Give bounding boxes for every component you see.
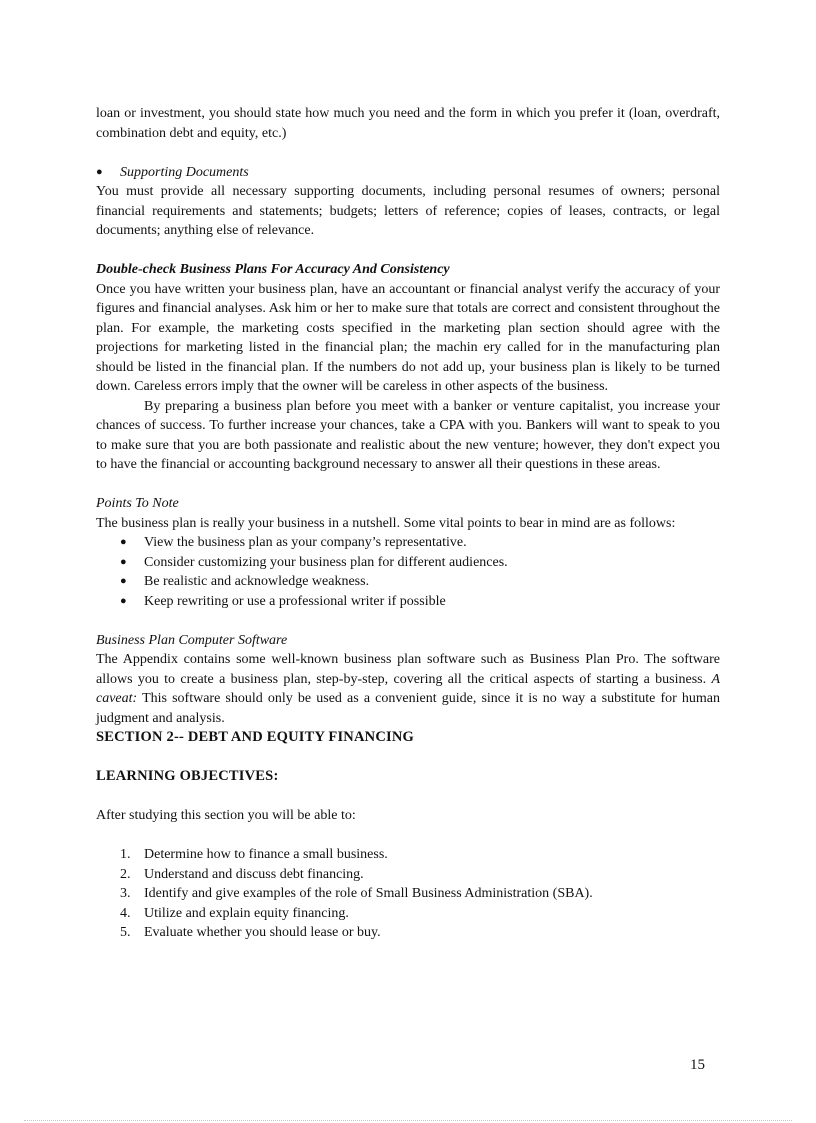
item-text: Utilize and explain equity financing. bbox=[144, 905, 349, 921]
spacer bbox=[96, 611, 720, 631]
page-number: 15 bbox=[690, 1057, 705, 1073]
software-paragraph bbox=[96, 650, 720, 728]
list-item bbox=[120, 865, 720, 885]
item-number: 4. bbox=[120, 905, 131, 921]
double-check-paragraph-1: Once you have written your business plan, have an accountant or financial analyst verify the accuracy of your figures and financial analyses. Ask him or her to make sure that totals are correct and consistent throughout the plan. For example, the marketing costs specified in the marketing plan section should agree with the projections for marketing listed in the financial plan; the machin ery called for in the manufacturing plan should be listed in the financial plan. If the numbers do not add up, your business plan is likely to be turned down. Careless errors imply that the owner will be careless in other aspects of the business. bbox=[96, 281, 720, 394]
software-heading: Business Plan Computer Software bbox=[96, 632, 288, 648]
list-item bbox=[120, 845, 720, 865]
item-number: 3. bbox=[120, 886, 131, 901]
spacer bbox=[96, 787, 720, 807]
list-item bbox=[120, 904, 720, 924]
double-check-paragraph-2: By preparing a business plan before you meet with a banker or venture capitalist, you increase your chances of success. To further increase your chances, take a CPA with you. Bankers will want to speak to you to make sure that you are both passionate and realistic about the new venture; however, they don't expect you to have the financial or accounting background necessary to answer all their questions in these areas. bbox=[96, 398, 720, 472]
item-text: Identify and give examples of the role of Small Business Administration (SBA). bbox=[144, 886, 593, 901]
document-page bbox=[96, 104, 720, 943]
spacer bbox=[96, 748, 720, 768]
points-list bbox=[96, 533, 720, 611]
page-bottom-divider bbox=[24, 1120, 792, 1121]
objectives-list bbox=[96, 845, 720, 943]
item-text: Determine how to finance a small business. bbox=[144, 847, 388, 862]
item-number: 1. bbox=[120, 847, 131, 862]
software-text-before: The Appendix contains some well-known business plan software such as Business Plan Pro. The software allows you to create a business plan, step-by-step, covering all the critical aspects of starting a business. bbox=[96, 652, 720, 687]
points-to-note-heading: Points To Note bbox=[96, 496, 179, 511]
spacer bbox=[96, 475, 720, 495]
list-item bbox=[120, 923, 720, 943]
list-item: ● Keep rewriting or use a professional writer if possible bbox=[120, 592, 720, 612]
spacer bbox=[96, 241, 720, 261]
spacer bbox=[96, 143, 720, 163]
points-to-note-paragraph: The business plan is really your business in a nutshell. Some vital points to bear in mind are as follows: bbox=[96, 515, 676, 531]
list-item bbox=[120, 884, 720, 904]
intro-paragraph: loan or investment, you should state how much you need and the form in which you prefer it (loan, overdraft, combination debt and equity, etc.) bbox=[96, 106, 720, 141]
item-number: 5. bbox=[120, 925, 131, 940]
supporting-documents-heading: ● Supporting Documents bbox=[96, 163, 720, 183]
section-title: SECTION 2-- DEBT AND EQUITY FINANCING bbox=[96, 729, 414, 745]
software-text-after: This software should only be used as a convenient guide, since it is no way a substitute for human judgment and analysis. bbox=[96, 691, 720, 726]
item-text: Understand and discuss debt financing. bbox=[144, 866, 364, 882]
learning-objectives-title: LEARNING OBJECTIVES: bbox=[96, 768, 279, 784]
list-item: ● View the business plan as your company’s representative. bbox=[120, 533, 720, 553]
supporting-documents-paragraph: You must provide all necessary supporting documents, including personal resumes of owners; personal financial requirements and statements; budgets; letters of reference; copies of leases, contracts, or legal documents; anything else of relevance. bbox=[96, 184, 720, 238]
objectives-lead: After studying this section you will be able to: bbox=[96, 808, 356, 823]
item-number: 2. bbox=[120, 866, 131, 882]
list-item: ● Be realistic and acknowledge weakness. bbox=[120, 572, 720, 592]
double-check-heading: Double-check Business Plans For Accuracy And Consistency bbox=[96, 262, 450, 277]
spacer bbox=[96, 826, 720, 846]
caveat-label: A caveat: bbox=[96, 671, 720, 706]
item-text: Evaluate whether you should lease or buy. bbox=[144, 925, 381, 940]
list-item: ● Consider customizing your business plan for different audiences. bbox=[120, 553, 720, 573]
